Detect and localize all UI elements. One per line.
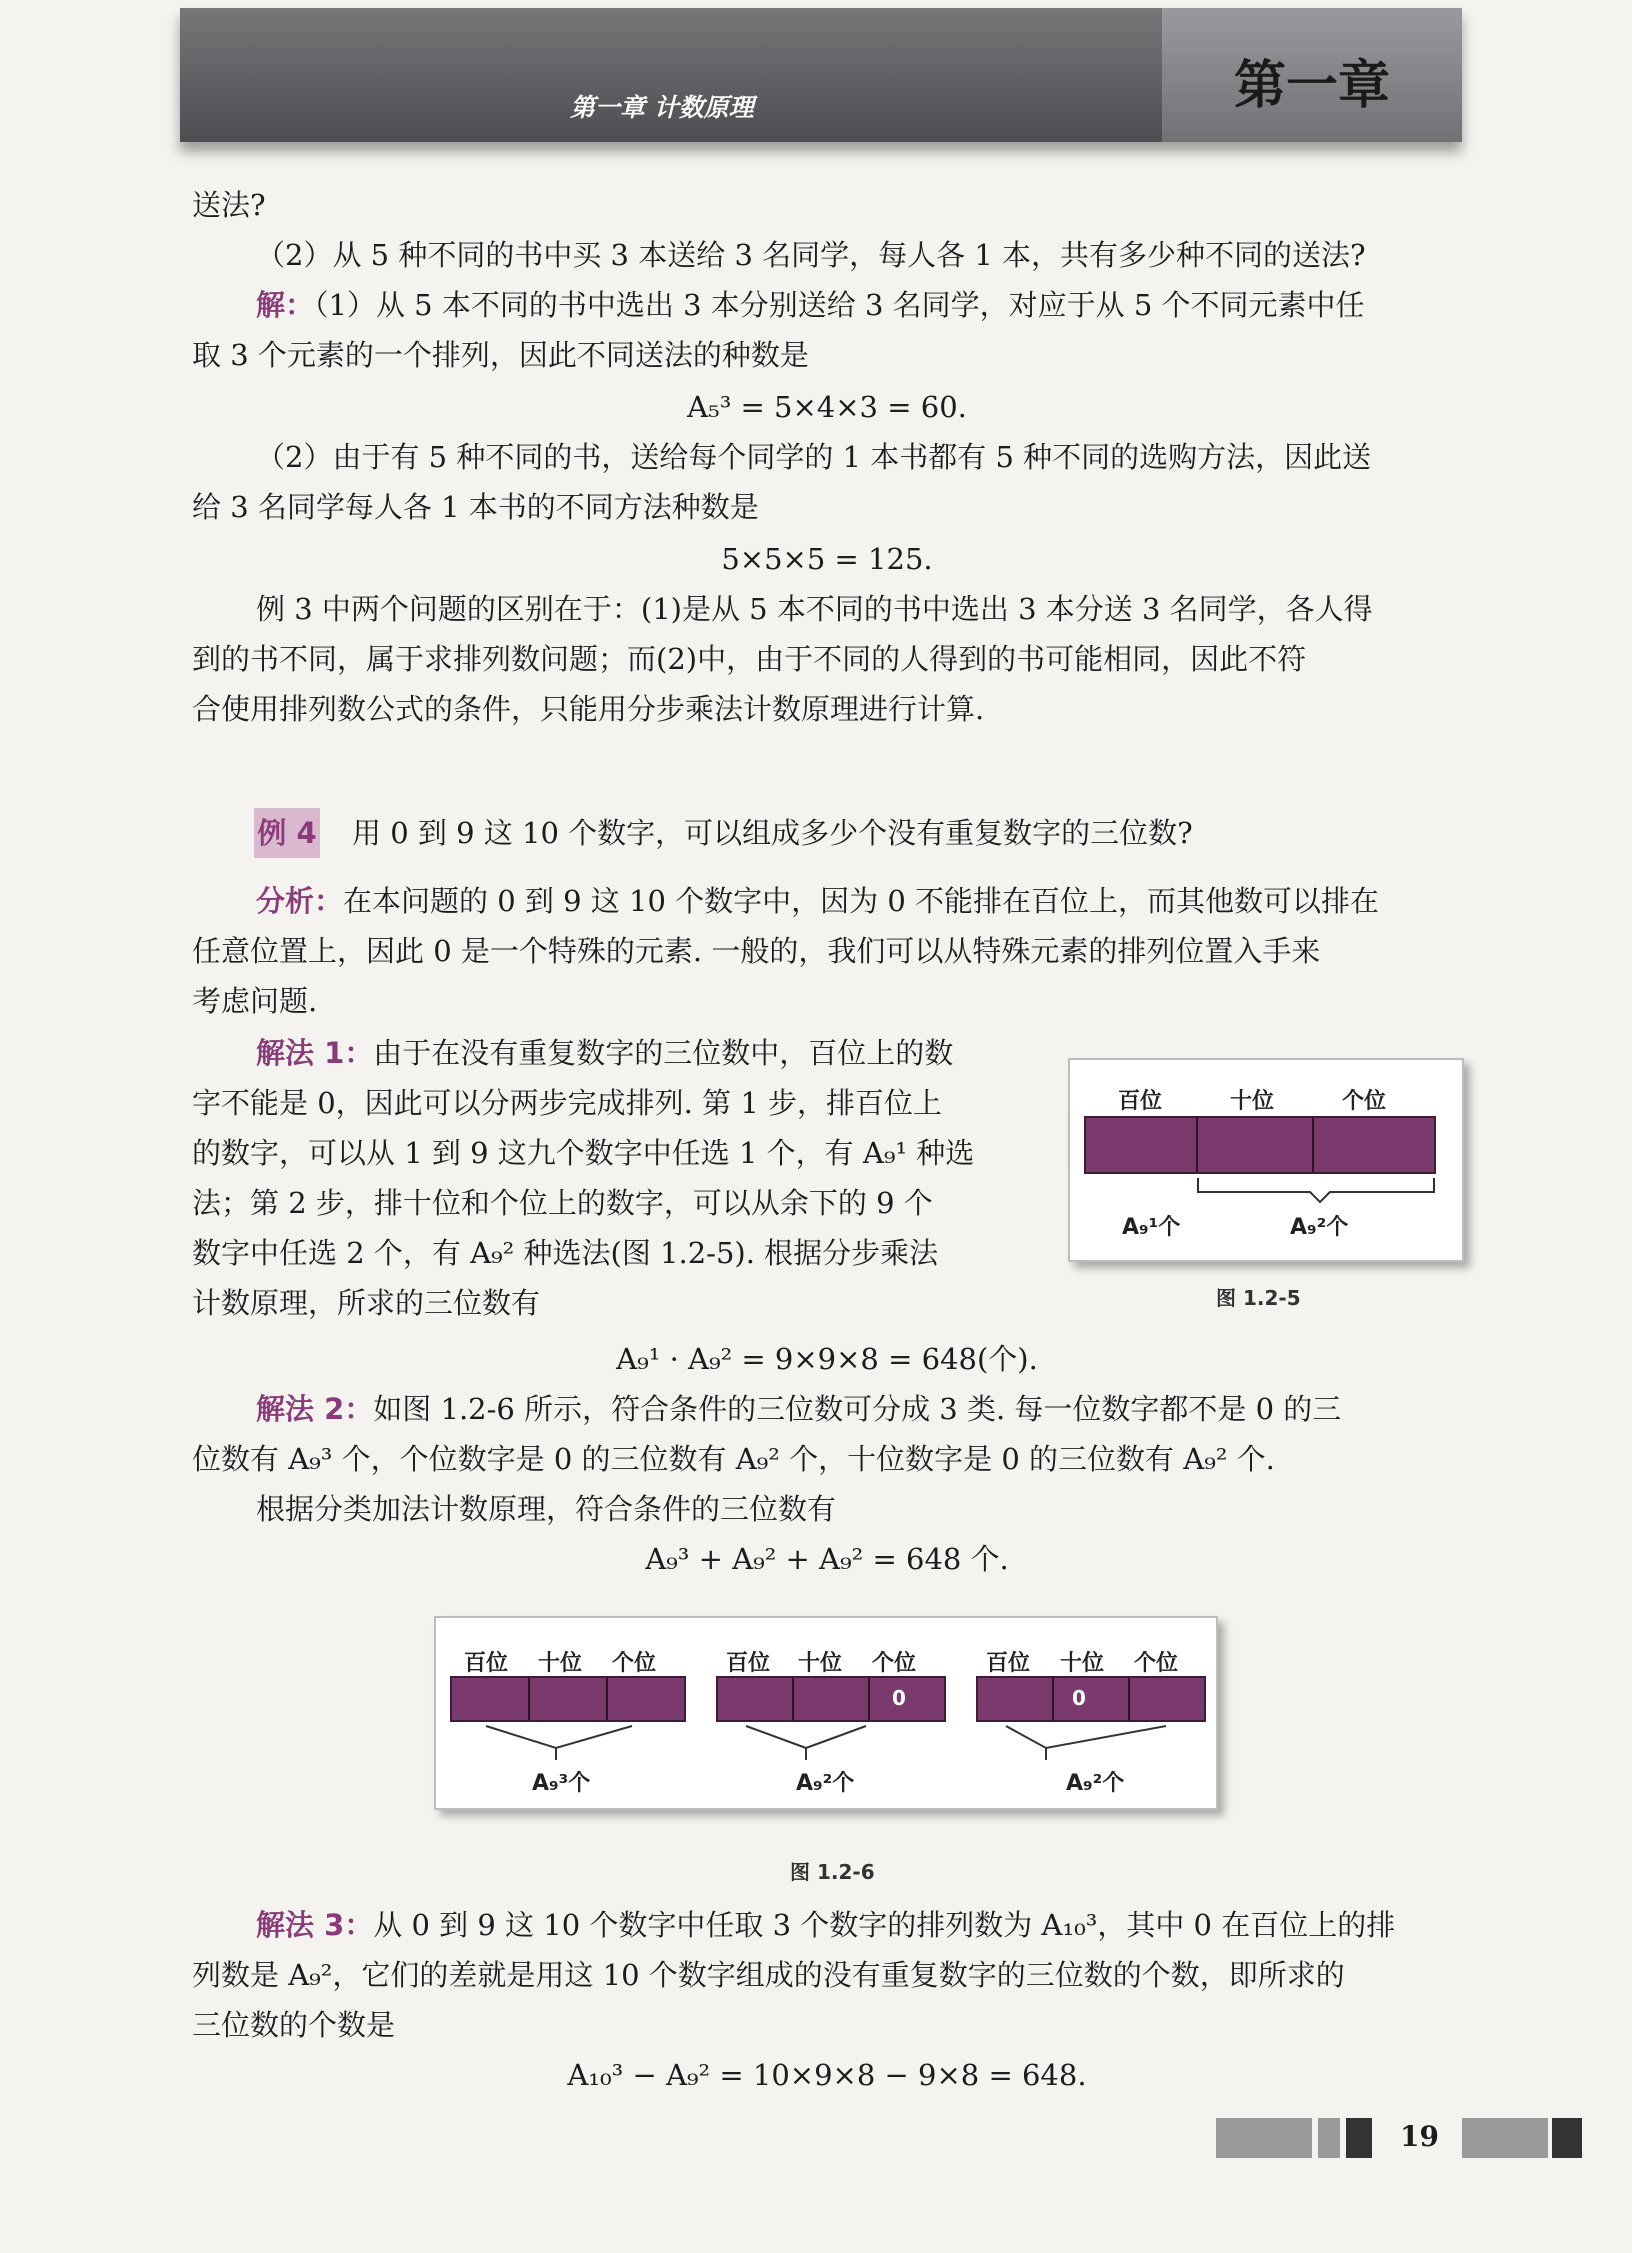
left-count-label: A₉¹个 bbox=[1122, 1215, 1181, 1240]
hundreds-label: 百位 bbox=[464, 1651, 509, 1676]
example-question: 用 0 到 9 这 10 个数字，可以组成多少个没有重复数字的三位数? bbox=[352, 816, 1193, 850]
figure-caption: 图 1.2-6 bbox=[790, 1860, 875, 1884]
solution-line bbox=[256, 1900, 1462, 1950]
figure-1-2-6 bbox=[434, 1616, 1218, 1810]
text-line: 送法? bbox=[192, 188, 266, 222]
text-span: 如图 1.2-6 所示，符合条件的三位数可分成 3 类. 每一位数字都不是 0 的三 bbox=[373, 1392, 1342, 1426]
count-label-b: A₉²个 bbox=[796, 1771, 855, 1796]
text-span: 在本问题的 0 到 9 这 10 个数字中，因为 0 不能排在百位上，而其他数可以排在 bbox=[343, 884, 1380, 918]
text-line: 合使用排列数公式的条件，只能用分步乘法计数原理进行计算. bbox=[192, 692, 985, 726]
formula: A₁₀³ − A₉² = 10×9×8 − 9×8 = 648. bbox=[567, 2058, 1087, 2092]
chapter-header bbox=[180, 8, 1462, 142]
text-line: 给 3 名同学每人各 1 本书的不同方法种数是 bbox=[192, 490, 759, 524]
text-line: 例 3 中两个问题的区别在于：(1)是从 5 本不同的书中选出 3 本分送 3 名同学，各人得 bbox=[256, 592, 1373, 626]
text-line: 计数原理，所求的三位数有 bbox=[192, 1286, 541, 1320]
text-line: 取 3 个元素的一个排列，因此不同送法的种数是 bbox=[192, 338, 809, 372]
units-label: 个位 bbox=[1134, 1651, 1179, 1676]
text-line: 位数有 A₉³ 个，个位数字是 0 的三位数有 A₉² 个，十位数字是 0 的三位数有 A₉² 个. bbox=[192, 1442, 1275, 1476]
footer-bar bbox=[1346, 2118, 1372, 2158]
text-line: （2）由于有 5 种不同的书，送给每个同学的 1 本书都有 5 种不同的选购方法，因此送 bbox=[256, 440, 1372, 474]
footer-bar bbox=[1216, 2118, 1312, 2158]
hundreds-label: 百位 bbox=[986, 1651, 1031, 1676]
zero-digit: 0 bbox=[892, 1686, 906, 1710]
formula: A₉³ + A₉² + A₉² = 648 个. bbox=[645, 1542, 1009, 1576]
formula: A₉¹ · A₉² = 9×9×8 = 648(个). bbox=[616, 1342, 1038, 1376]
text-line: 三位数的个数是 bbox=[192, 2008, 396, 2042]
analysis-line bbox=[256, 876, 1462, 926]
hundreds-label: 百位 bbox=[726, 1651, 771, 1676]
solution-keyword: 解： bbox=[256, 288, 315, 322]
tens-label: 十位 bbox=[1060, 1651, 1105, 1676]
units-label: 个位 bbox=[612, 1651, 657, 1676]
footer-bar bbox=[1318, 2118, 1340, 2158]
analysis-keyword: 分析： bbox=[256, 884, 344, 918]
hundreds-label: 百位 bbox=[1118, 1089, 1163, 1114]
text-line: 到的书不同，属于求排列数问题；而(2)中，由于不同的人得到的书可能相同，因此不符 bbox=[192, 642, 1307, 676]
figure-caption: 图 1.2-5 bbox=[1216, 1286, 1301, 1310]
units-label: 个位 bbox=[872, 1651, 917, 1676]
count-label-c: A₉²个 bbox=[1066, 1771, 1125, 1796]
footer-bar bbox=[1552, 2118, 1582, 2158]
page-number: 19 bbox=[1400, 2120, 1439, 2153]
tens-label: 十位 bbox=[1230, 1089, 1275, 1114]
solution-line bbox=[256, 1028, 1046, 1078]
figure-1-2-5 bbox=[1068, 1058, 1464, 1262]
solution1-keyword: 解法 1： bbox=[256, 1036, 374, 1070]
tens-label: 十位 bbox=[798, 1651, 843, 1676]
text-line: 法；第 2 步，排十位和个位上的数字，可以从余下的 9 个 bbox=[192, 1186, 933, 1220]
solution2-keyword: 解法 2： bbox=[256, 1392, 374, 1426]
formula: A₅³ = 5×4×3 = 60. bbox=[687, 390, 967, 424]
text-line: 的数字，可以从 1 到 9 这九个数字中任选 1 个，有 A₉¹ 种选 bbox=[192, 1136, 975, 1170]
chapter-label: 第一章 bbox=[1162, 8, 1462, 142]
tens-label: 十位 bbox=[538, 1651, 583, 1676]
text-line: 列数是 A₉²，它们的差就是用这 10 个数字组成的没有重复数字的三位数的个数，即所求的 bbox=[192, 1958, 1345, 1992]
text-line: 考虑问题. bbox=[192, 984, 318, 1018]
footer-bar bbox=[1462, 2118, 1548, 2158]
text-span: 从 0 到 9 这 10 个数字中任取 3 个数字的排列数为 A₁₀³，其中 0 在百位上的排 bbox=[373, 1908, 1396, 1942]
formula: 5×5×5 = 125. bbox=[721, 542, 933, 576]
solution-line bbox=[256, 1384, 1462, 1434]
text-span: （1）从 5 本不同的书中选出 3 本分别送给 3 名同学，对应于从 5 个不同元素中任 bbox=[314, 288, 1365, 322]
count-label-a: A₉³个 bbox=[532, 1771, 591, 1796]
solution3-keyword: 解法 3： bbox=[256, 1908, 374, 1942]
right-count-label: A₉²个 bbox=[1290, 1215, 1349, 1240]
text-line: （2）从 5 种不同的书中买 3 本送给 3 名同学，每人各 1 本，共有多少种不同的送法? bbox=[256, 238, 1366, 272]
solution-line bbox=[256, 280, 1462, 330]
example-tag: 例 4 bbox=[254, 808, 320, 858]
text-span: 由于在没有重复数字的三位数中，百位上的数 bbox=[373, 1036, 954, 1070]
units-label: 个位 bbox=[1342, 1089, 1387, 1114]
zero-digit: 0 bbox=[1072, 1686, 1086, 1710]
text-line: 根据分类加法计数原理，符合条件的三位数有 bbox=[256, 1492, 837, 1526]
text-line: 数字中任选 2 个，有 A₉² 种选法(图 1.2-5). 根据分步乘法 bbox=[192, 1236, 939, 1270]
chapter-name: 第一章 计数原理 bbox=[570, 93, 754, 122]
text-line: 任意位置上，因此 0 是一个特殊的元素. 一般的，我们可以从特殊元素的排列位置入手来 bbox=[192, 934, 1321, 968]
text-line: 字不能是 0，因此可以分两步完成排列. 第 1 步，排百位上 bbox=[192, 1086, 942, 1120]
